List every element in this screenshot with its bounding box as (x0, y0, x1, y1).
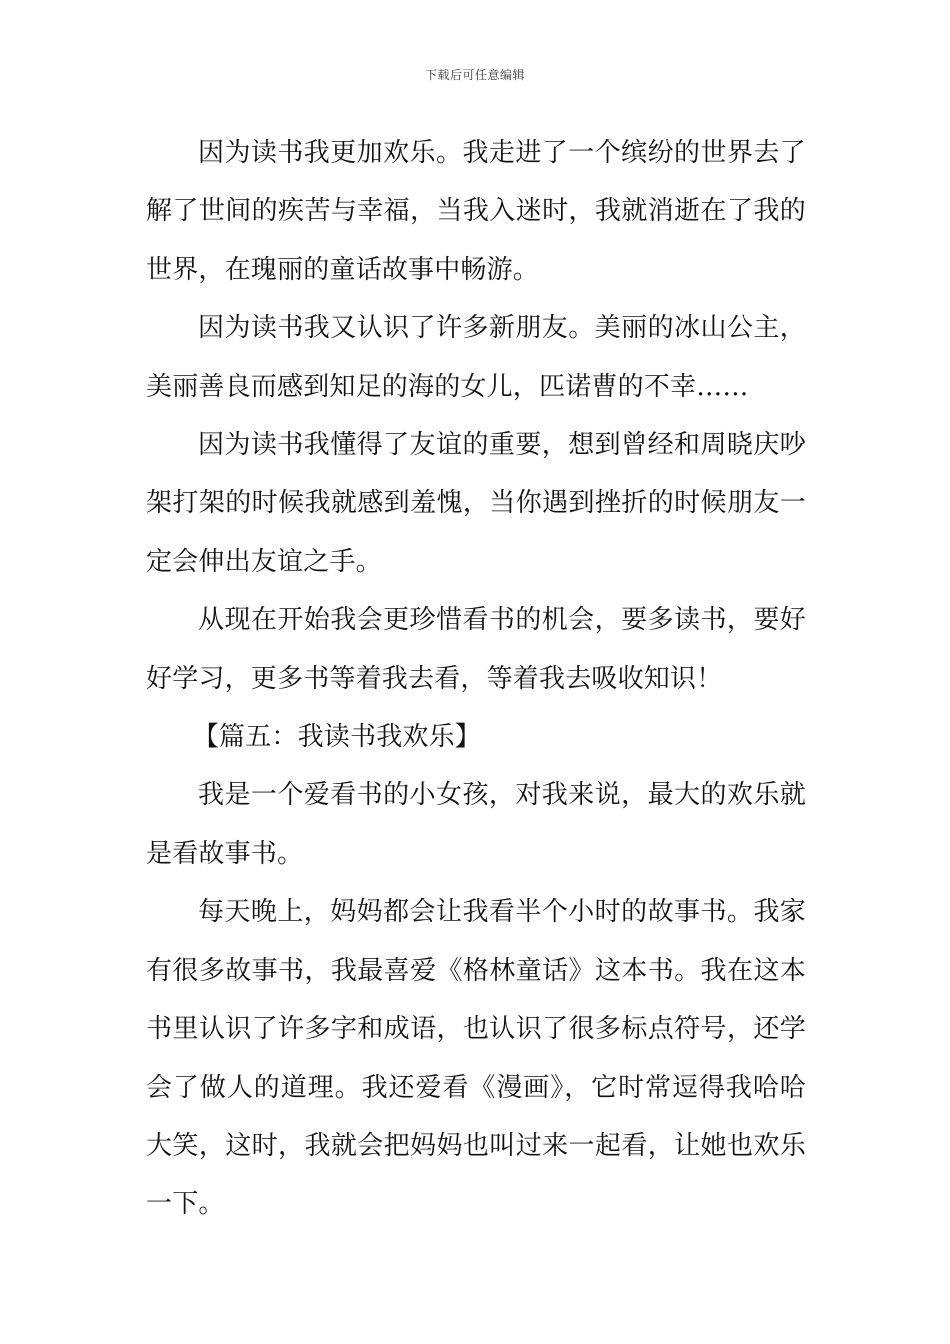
paragraph-5: 我是一个爱看书的小女孩，对我来说，最大的欢乐就是看故事书。 (146, 780, 806, 869)
paragraph-2: 因为读书我又认识了许多新朋友。美丽的冰山公主，美丽善良而感到知足的海的女儿，匹诺曹的不幸…… (146, 313, 806, 402)
paragraph-4: 从现在开始我会更珍惜看书的机会，要多读书，要好好学习，更多书等着我去看，等着我去吸收知识！ (146, 605, 806, 694)
paragraph-1: 因为读书我更加欢乐。我走进了一个缤纷的世界去了解了世间的疾苦与幸福，当我入迷时，我就消逝在了我的世界，在瑰丽的童话故事中畅游。 (146, 138, 806, 285)
page-header: 下载后可任意编辑 (424, 68, 525, 82)
document-body (146, 124, 806, 1234)
paragraph-3: 因为读书我懂得了友谊的重要，想到曾经和周晓庆吵架打架的时候我就感到羞愧，当你遇到挫折的时候朋友一定会伸出友谊之手。 (146, 430, 806, 577)
section-heading: 【篇五：我读书我欢乐】 (192, 722, 481, 753)
paragraph-6: 每天晚上，妈妈都会让我看半个小时的故事书。我家有很多故事书，我最喜爱《格林童话》这本书。我在这本书里认识了许多字和成语，也认识了很多标点符号，还学会了做人的道理。我还爱看《漫画》，它时常逗得我哈哈大笑，这时，我就会把妈妈也叫过来一起看，让她也欢乐一下。 (146, 897, 806, 1220)
